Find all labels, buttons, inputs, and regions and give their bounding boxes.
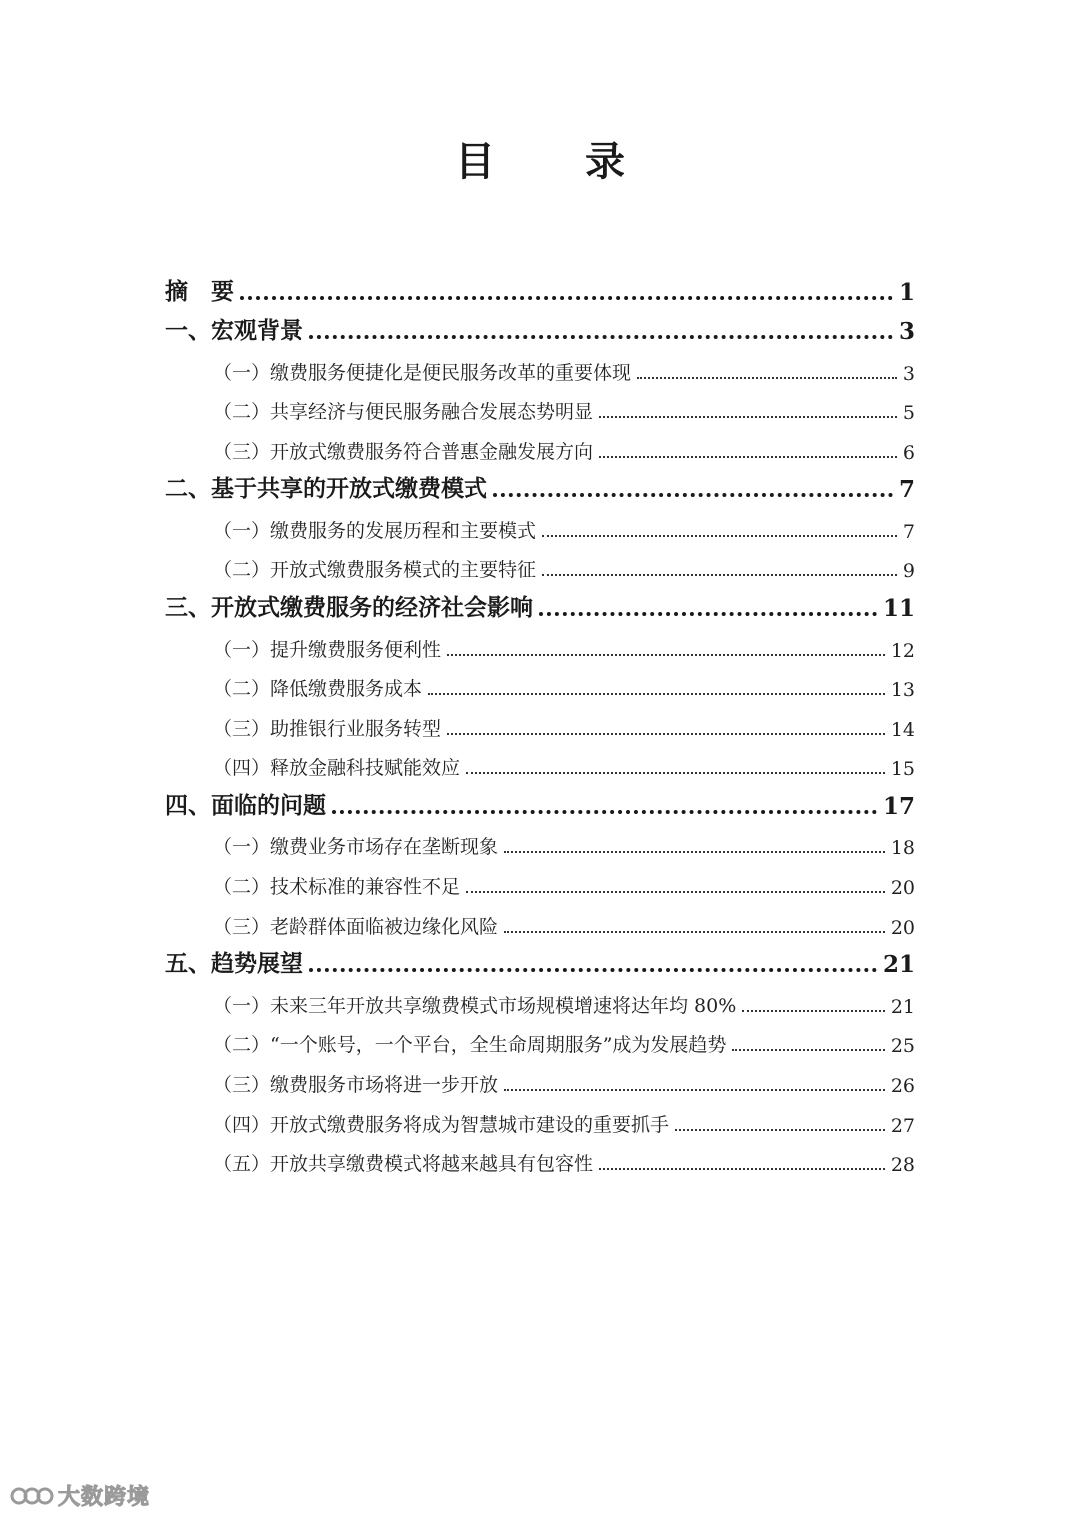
toc-dot-leader [504, 851, 885, 853]
toc-entry-label: （一）缴费服务便捷化是便民服务改革的重要体现 [213, 361, 632, 384]
toc-page-number: 21 [882, 951, 915, 979]
toc-section-entry[interactable] [165, 707, 915, 747]
toc-dot-leader [539, 612, 877, 616]
toc-page-number: 21 [890, 995, 915, 1018]
toc-entry-label: 三、开放式缴费服务的经济社会影响 [165, 593, 533, 621]
toc-page-number: 18 [890, 837, 915, 860]
toc-dot-leader [542, 535, 897, 537]
table-of-contents [165, 272, 915, 1182]
toc-section-entry[interactable] [165, 628, 915, 668]
toc-entry-label: （一）提升缴费服务便利性 [213, 638, 442, 661]
toc-entry-label: （一）未来三年开放共享缴费模式市场规模增速将达年均 80% [213, 994, 737, 1017]
toc-dot-leader [637, 377, 897, 379]
toc-dot-leader [447, 654, 885, 656]
toc-dot-leader [742, 1010, 885, 1012]
toc-page-number: 3 [898, 318, 915, 345]
toc-chapter-entry[interactable] [165, 588, 915, 628]
toc-entry-label: （三）开放式缴费服务符合普惠金融发展方向 [213, 440, 594, 463]
toc-entry-label: （一）缴费业务市场存在垄断现象 [213, 836, 499, 859]
toc-section-entry[interactable] [165, 1103, 915, 1143]
toc-section-entry[interactable] [165, 509, 915, 549]
toc-entry-label: （四）开放式缴费服务将成为智慧城市建设的重要抓手 [213, 1113, 670, 1136]
toc-page-number: 15 [890, 758, 915, 781]
toc-page-number: 20 [890, 916, 915, 939]
toc-page-number: 3 [902, 362, 915, 385]
toc-page-number: 11 [882, 594, 915, 622]
toc-entry-label: （二）共享经济与便民服务融合发展态势明显 [213, 401, 594, 424]
toc-chapter-entry[interactable] [165, 470, 915, 510]
toc-dot-leader [466, 772, 885, 774]
toc-section-entry[interactable] [165, 865, 915, 905]
toc-page-number: 17 [882, 792, 915, 820]
toc-dot-leader [599, 1168, 885, 1170]
watermark [10, 1480, 150, 1511]
toc-dot-leader [599, 456, 897, 458]
toc-section-entry[interactable] [165, 1063, 915, 1103]
toc-chapter-entry[interactable] [165, 272, 915, 312]
page-title: 目 录 [455, 138, 663, 185]
toc-entry-label: 二、基于共享的开放式缴费模式 [165, 475, 487, 503]
toc-chapter-entry[interactable] [165, 312, 915, 352]
toc-page-number: 25 [890, 1035, 915, 1058]
toc-section-entry[interactable] [165, 747, 915, 787]
toc-chapter-entry[interactable] [165, 786, 915, 826]
toc-page-number: 1 [898, 278, 915, 306]
toc-entry-label: （三）缴费服务市场将进一步开放 [213, 1073, 499, 1096]
toc-page-number: 13 [890, 679, 915, 702]
toc-entry-label: 五、趋势展望 [165, 950, 303, 978]
toc-dot-leader [309, 335, 893, 339]
toc-section-entry[interactable] [165, 391, 915, 431]
toc-entry-label: 四、面临的问题 [165, 791, 326, 819]
toc-chapter-entry[interactable] [165, 945, 915, 985]
toc-section-entry[interactable] [165, 430, 915, 470]
toc-entry-label: （二）“一个账号，一个平台，全生命周期服务”成为发展趋势 [213, 1034, 727, 1057]
toc-entry-label: （二）技术标准的兼容性不足 [213, 876, 461, 899]
toc-dot-leader [428, 693, 885, 695]
toc-dot-leader [504, 931, 885, 933]
toc-section-entry[interactable] [165, 351, 915, 391]
toc-dot-leader [447, 733, 885, 735]
toc-page-number: 26 [890, 1074, 915, 1097]
toc-dot-leader [240, 296, 893, 300]
toc-page-number: 20 [890, 877, 915, 900]
toc-entry-label: （一）缴费服务的发展历程和主要模式 [213, 519, 537, 542]
logo-mark-icon [10, 1485, 54, 1507]
toc-dot-leader [599, 416, 897, 418]
toc-section-entry[interactable] [165, 905, 915, 945]
toc-page-number: 27 [890, 1114, 915, 1137]
toc-dot-leader [542, 574, 897, 576]
toc-page-number: 7 [902, 520, 915, 543]
toc-page-number: 12 [890, 639, 915, 662]
toc-section-entry[interactable] [165, 984, 915, 1024]
toc-section-entry[interactable] [165, 549, 915, 589]
toc-entry-label: （二）开放式缴费服务模式的主要特征 [213, 559, 537, 582]
toc-entry-label: 一、宏观背景 [165, 317, 303, 344]
toc-page-number: 5 [902, 402, 915, 425]
toc-entry-label: （二）降低缴费服务成本 [213, 678, 423, 701]
toc-dot-leader [675, 1129, 885, 1131]
toc-entry-label: 摘 要 [165, 277, 234, 305]
toc-dot-leader [493, 493, 893, 497]
toc-page-number: 7 [898, 476, 915, 504]
toc-dot-leader [504, 1089, 885, 1091]
watermark-text: 大数跨境 [58, 1485, 151, 1510]
toc-section-entry[interactable] [165, 1024, 915, 1064]
toc-page-number: 6 [902, 441, 915, 464]
toc-entry-label: （三）老龄群体面临被边缘化风险 [213, 915, 499, 938]
toc-entry-label: （五）开放共享缴费模式将越来越具有包容性 [213, 1153, 594, 1176]
toc-dot-leader [332, 810, 877, 814]
toc-entry-label: （四）释放金融科技赋能效应 [213, 757, 461, 780]
toc-dot-leader [466, 891, 885, 893]
toc-section-entry[interactable] [165, 1143, 915, 1183]
toc-dot-leader [732, 1049, 884, 1051]
toc-page-number: 28 [890, 1154, 915, 1177]
toc-page-number: 9 [902, 560, 915, 583]
toc-entry-label: （三）助推银行业服务转型 [213, 717, 442, 740]
toc-dot-leader [309, 968, 877, 972]
toc-section-entry[interactable] [165, 826, 915, 866]
toc-page-number: 14 [890, 718, 915, 741]
toc-section-entry[interactable] [165, 668, 915, 708]
